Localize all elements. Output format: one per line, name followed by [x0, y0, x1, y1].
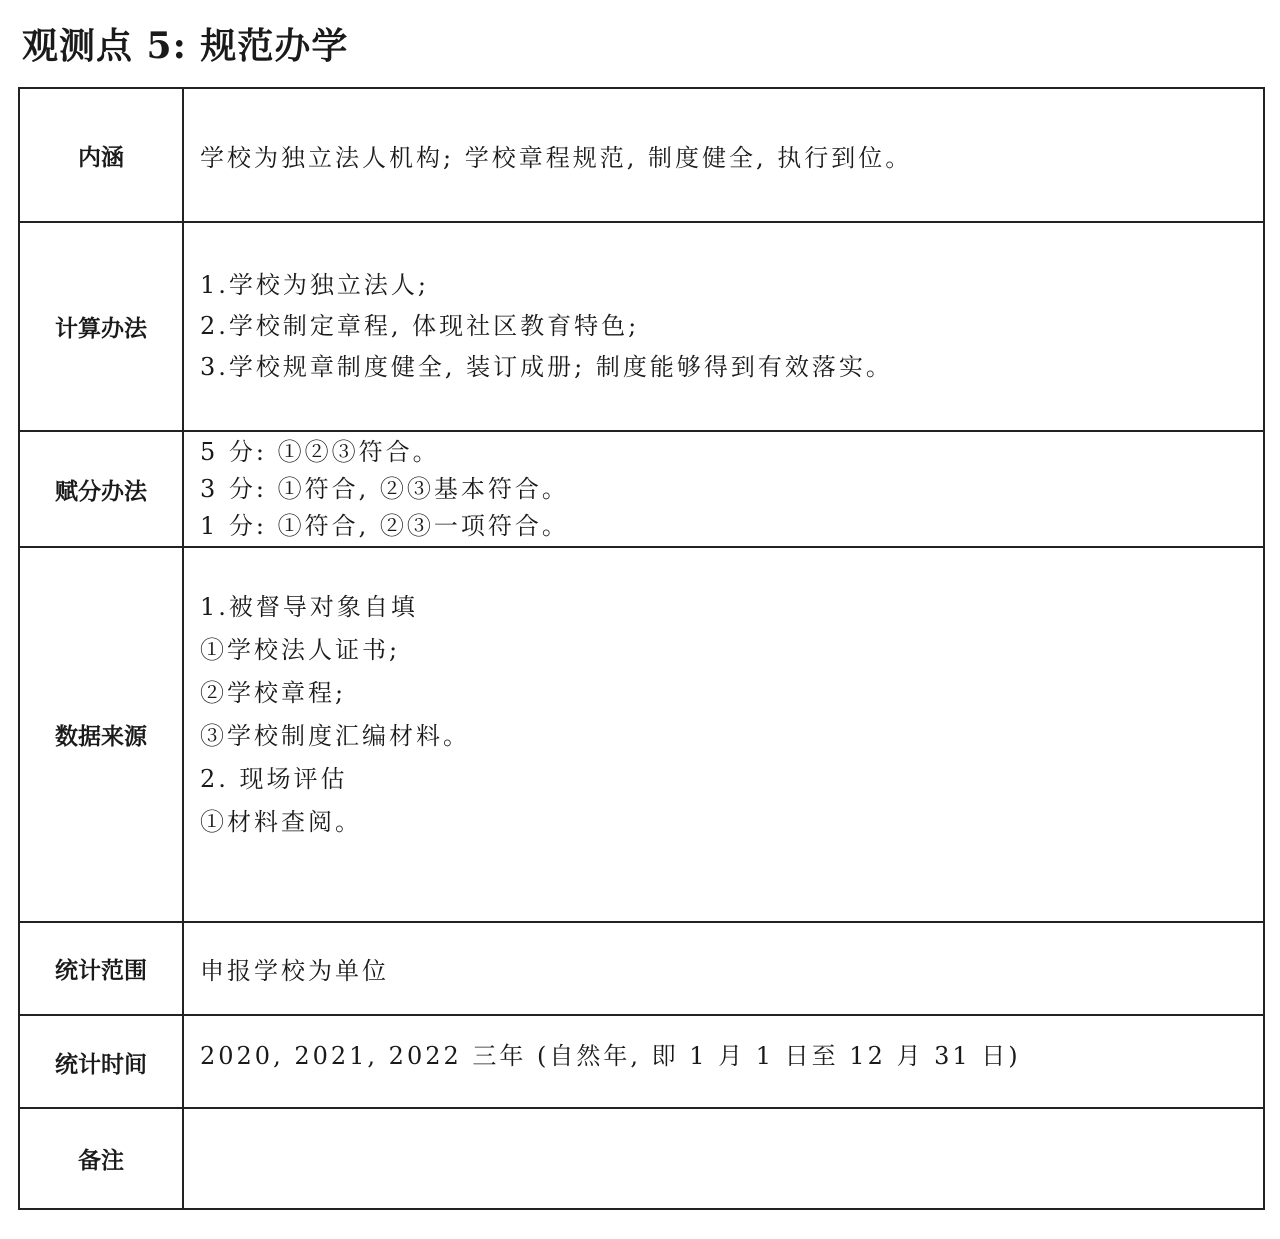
indicator-table [18, 87, 1265, 1210]
content-line: ①学校法人证书; [200, 636, 401, 664]
table-row [19, 431, 1264, 547]
table-row [19, 1108, 1264, 1209]
row-content [183, 922, 1264, 1015]
table-row [19, 222, 1264, 431]
page-title: 观测点 5: 规范办学 [22, 25, 349, 67]
content-line: ②学校章程; [200, 679, 347, 707]
content-line: 申报学校为单位 [200, 957, 389, 985]
row-label: 计算办法 [19, 222, 183, 431]
content-line: ③学校制度汇编材料。 [200, 722, 470, 750]
content-line: 3.学校规章制度健全, 装订成册; 制度能够得到有效落实。 [200, 353, 893, 381]
row-content [183, 1108, 1264, 1209]
table-row [19, 547, 1264, 922]
content-line: 3 分: ①符合, ②③基本符合。 [200, 474, 569, 503]
content-line: 2.学校制定章程, 体现社区教育特色; [200, 312, 640, 340]
content-line: 1 分: ①符合, ②③一项符合。 [200, 511, 569, 540]
row-content [183, 1015, 1264, 1108]
row-label: 统计时间 [19, 1015, 183, 1108]
table-row [19, 1015, 1264, 1108]
content-line: ①材料查阅。 [200, 808, 362, 836]
table-row [19, 88, 1264, 222]
table-row [19, 922, 1264, 1015]
content-line: 5 分: ①②③符合。 [200, 437, 440, 466]
row-content [183, 431, 1264, 547]
row-content [183, 547, 1264, 922]
content-line: 1.被督导对象自填 [200, 593, 418, 621]
row-content [183, 88, 1264, 222]
row-label: 统计范围 [19, 922, 183, 1015]
row-label: 赋分办法 [19, 431, 183, 547]
row-label: 内涵 [19, 88, 183, 222]
row-label: 备注 [19, 1108, 183, 1209]
content-line: 2020, 2021, 2022 三年 (自然年, 即 1 月 1 日至 12 月 31 日) [200, 1042, 1021, 1070]
content-line: 学校为独立法人机构; 学校章程规范, 制度健全, 执行到位。 [200, 143, 913, 172]
row-label: 数据来源 [19, 547, 183, 922]
content-line: 2. 现场评估 [200, 765, 348, 793]
content-line: 1.学校为独立法人; [200, 271, 429, 299]
row-content [183, 222, 1264, 431]
